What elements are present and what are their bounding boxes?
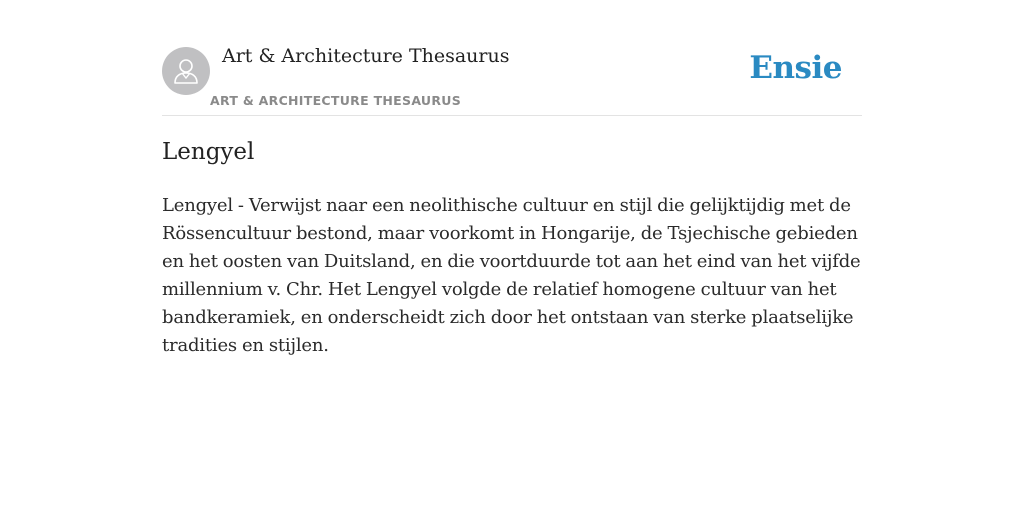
- author-name[interactable]: Art & Architecture Thesaurus: [222, 45, 510, 67]
- page: [162, 0, 862, 512]
- article-body: Lengyel - Verwijst naar een neolithische cultuur en stijl die gelijktijdig met de Rössencultuur bestond, maar voorkomt in Hongarije, de Tsjechische gebieden en het oosten van Duitsland, en die voortduurde tot aan het eind van het vijfde millennium v. Chr. Het Lengyel volgde de relatief homogene cultuur van het bandkeramiek, en onderscheidt zich door het ontstaan van sterke plaatselijke tradities en stijlen.: [162, 195, 861, 356]
- article-header: [162, 0, 862, 116]
- article-title: Lengyel: [162, 139, 255, 165]
- ensie-logo[interactable]: Ensie: [749, 50, 842, 86]
- user-icon: [173, 57, 199, 85]
- author-avatar[interactable]: [162, 47, 210, 95]
- source-tag[interactable]: ART & ARCHITECTURE THESAURUS: [210, 93, 462, 108]
